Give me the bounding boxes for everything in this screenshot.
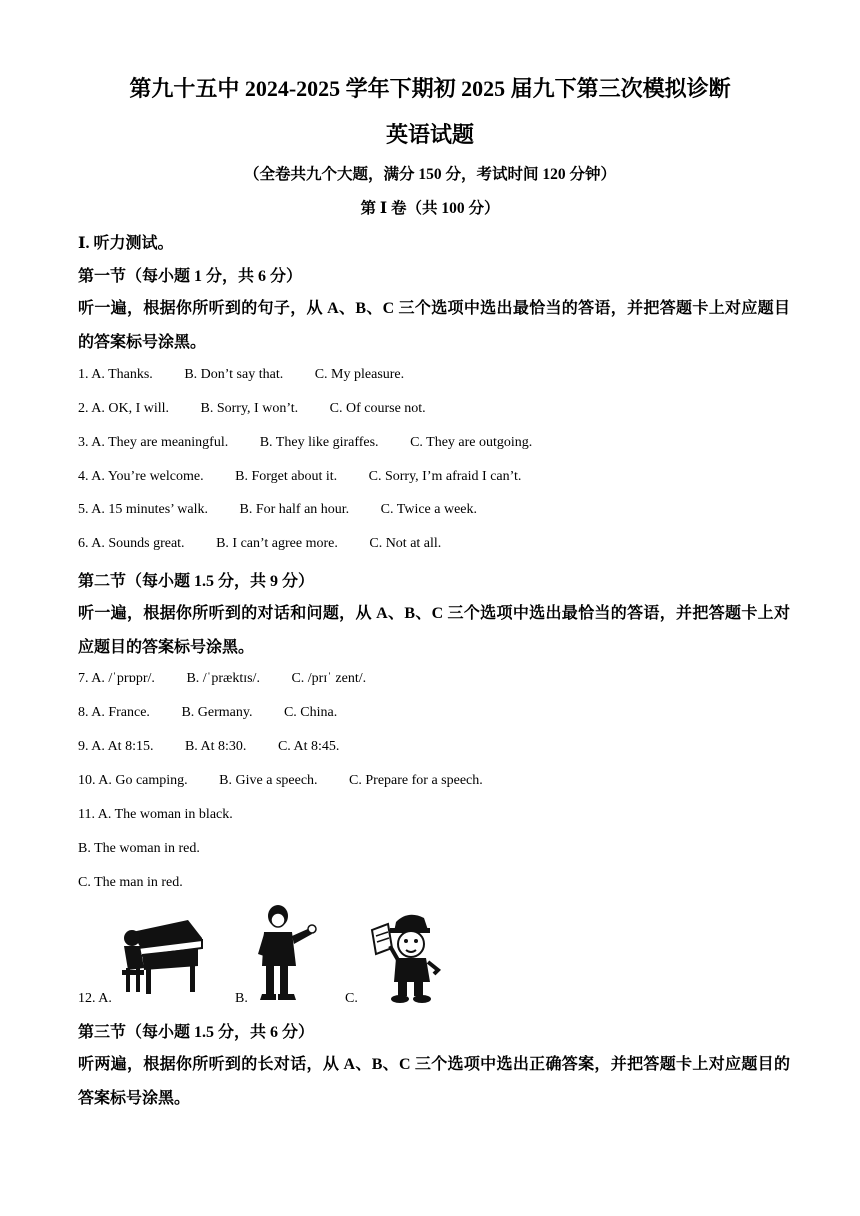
section2-instruction: 听一遍，根据你所听到的对话和问题，从 A、B、C 三个选项中选出最恰当的答语，并把答题卡上对应题目的答案标号涂黑。	[78, 605, 790, 656]
option-c: C. Twice a week.	[380, 502, 478, 517]
option-c: C. Prepare for a speech.	[349, 773, 483, 788]
question-number: 5.	[78, 502, 89, 517]
question-number: 7.	[78, 671, 89, 686]
question-number: 9.	[78, 739, 89, 754]
question-number: 6.	[78, 536, 89, 551]
option-c: C. At 8:45.	[277, 739, 340, 754]
option-a: A. France.	[91, 705, 150, 720]
question-11-line3: C. The man in red.	[78, 875, 183, 890]
cartoon-boy-illustration	[366, 908, 448, 1004]
option-b: B. For half an hour.	[239, 502, 350, 517]
section1-instruction: 听一遍，根据你所听到的句子，从 A、B、C 三个选项中选出最恰当的答语，并把答题卡上对应题目的答案标号涂黑。	[78, 300, 790, 351]
part1-heading: Ⅰ. 听力测试。	[78, 235, 174, 252]
question-12-label-b: B.	[235, 991, 248, 1006]
option-a: A. Sounds great.	[91, 536, 185, 551]
section2-heading: 第二节（每小题 1.5 分，共 9 分）	[78, 573, 315, 590]
volume-heading: 第 Ⅰ 卷（共 100 分）	[360, 200, 500, 217]
option-a: A. /ˈprɒpr/.	[91, 671, 155, 686]
question-number: 1.	[78, 367, 89, 382]
option-a: A. Go camping.	[98, 773, 188, 788]
question-number: 4.	[78, 469, 89, 484]
option-c: C. Not at all.	[369, 536, 442, 551]
option-b: B. Forget about it.	[235, 469, 338, 484]
option-a: A. OK, I will.	[91, 401, 170, 416]
question-4	[78, 469, 549, 485]
man-in-suit-illustration	[256, 904, 318, 1002]
option-a: A. At 8:15.	[91, 739, 154, 754]
piano-player-illustration	[118, 908, 210, 1000]
option-b: B. Sorry, I won’t.	[200, 401, 299, 416]
question-number: 2.	[78, 401, 89, 416]
question-11-line2: B. The woman in red.	[78, 841, 200, 856]
question-10	[78, 773, 511, 789]
option-b: B. At 8:30.	[184, 739, 247, 754]
exam-title: 第九十五中 2024-2025 学年下期初 2025 届九下第三次模拟诊断	[129, 76, 731, 101]
option-b: B. Give a speech.	[219, 773, 318, 788]
question-11-line1: 11. A. The woman in black.	[78, 807, 233, 822]
option-c: C. /prɪˈ zent/.	[291, 671, 367, 686]
option-c: C. They are outgoing.	[410, 435, 533, 450]
option-b: B. They like giraffes.	[259, 435, 379, 450]
option-c: C. Of course not.	[329, 401, 426, 416]
option-c: C. My pleasure.	[314, 367, 405, 382]
option-c: C. China.	[283, 705, 338, 720]
question-7	[78, 671, 394, 687]
question-2	[78, 401, 454, 417]
option-b: B. /ˈpræktɪs/.	[186, 671, 260, 686]
option-a: A. They are meaningful.	[91, 435, 229, 450]
question-12-label-a: 12. A.	[78, 991, 112, 1006]
question-number: 10.	[78, 773, 96, 788]
question-number: 8.	[78, 705, 89, 720]
option-a: A. 15 minutes’ walk.	[91, 502, 209, 517]
option-b: B. I can’t agree more.	[216, 536, 338, 551]
section1-heading: 第一节（每小题 1 分，共 6 分）	[78, 268, 303, 285]
option-b: B. Don’t say that.	[184, 367, 284, 382]
option-a: A. You’re welcome.	[91, 469, 204, 484]
question-3	[78, 435, 560, 451]
question-5	[78, 502, 505, 518]
question-8	[78, 705, 365, 721]
question-number: 3.	[78, 435, 89, 450]
section3-instruction: 听两遍，根据你所听到的长对话，从 A、B、C 三个选项中选出正确答案，并把答题卡上对应题目的答案标号涂黑。	[78, 1056, 790, 1107]
exam-subtitle: 英语试题	[385, 122, 474, 147]
exam-note: （全卷共九个大题，满分 150 分，考试时间 120 分钟）	[243, 166, 616, 183]
option-b: B. Germany.	[181, 705, 253, 720]
question-12-label-c: C.	[345, 991, 358, 1006]
question-6	[78, 536, 469, 552]
option-c: C. Sorry, I’m afraid I can’t.	[368, 469, 522, 484]
section3-heading: 第三节（每小题 1.5 分，共 6 分）	[78, 1024, 315, 1041]
question-9	[78, 739, 367, 755]
question-1	[78, 367, 432, 383]
option-a: A. Thanks.	[91, 367, 153, 382]
